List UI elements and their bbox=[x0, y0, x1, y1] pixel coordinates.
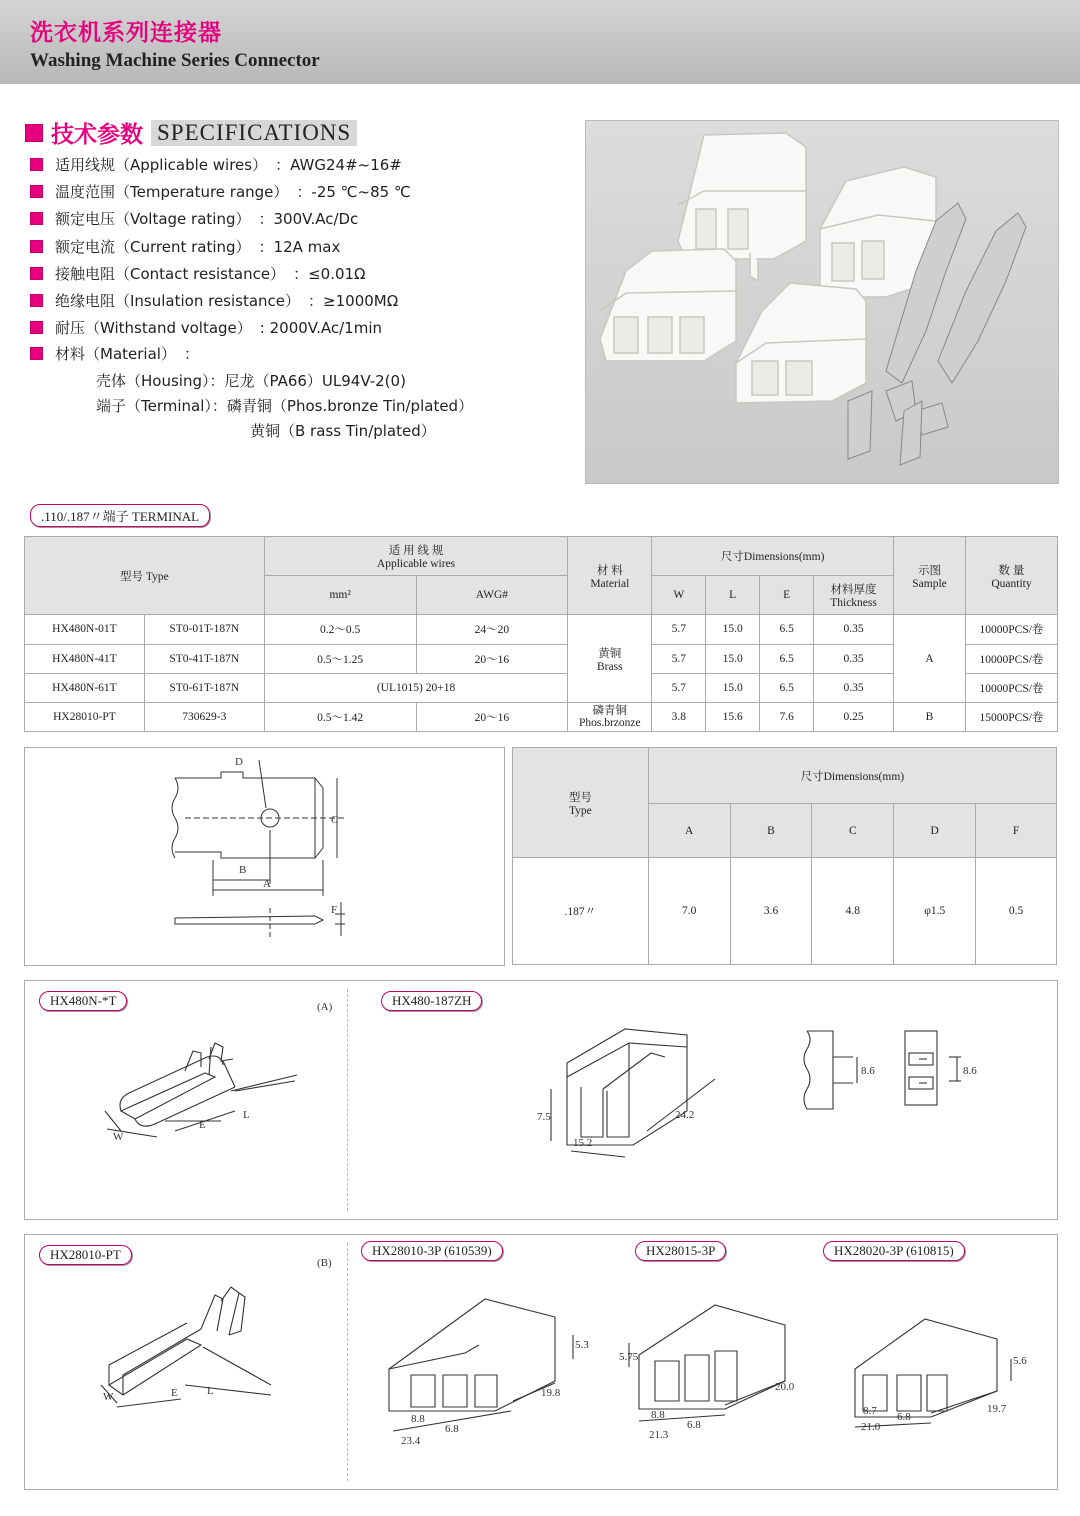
p2-dim-d: 20.0 bbox=[775, 1381, 795, 1393]
header-material-cn: 材 料 bbox=[596, 564, 623, 577]
p3-dim-c: 21.0 bbox=[861, 1421, 881, 1433]
bullet-square-icon bbox=[30, 267, 43, 280]
p2-dim-b: 6.8 bbox=[687, 1419, 701, 1431]
cell-thickness: 0.35 bbox=[814, 673, 894, 702]
terminal-label: 端子（Terminal） bbox=[96, 397, 212, 415]
cell-w: 5.7 bbox=[652, 615, 706, 644]
panel-a bbox=[24, 980, 1058, 1220]
cell-material-brass bbox=[568, 615, 652, 702]
dim-e: E bbox=[171, 1387, 178, 1399]
dim-8-6b: 8.6 bbox=[963, 1065, 977, 1077]
tag-hx480-187zh: HX480-187ZH bbox=[381, 991, 482, 1011]
spec-label: 额定电流（Current rating） bbox=[55, 238, 251, 256]
panel-a-drawings bbox=[25, 981, 1057, 1219]
spec-value: ：AWG24#~16# bbox=[275, 156, 402, 174]
header-l: L bbox=[706, 576, 760, 615]
p3-dim-d: 19.7 bbox=[987, 1403, 1007, 1415]
cell-qty: 15000PCS/卷 bbox=[965, 702, 1057, 731]
t2-header-f: F bbox=[976, 804, 1057, 858]
cell-l: 15.0 bbox=[706, 615, 760, 644]
housing-value: ：尼龙（PA66）UL94V-2(0) bbox=[209, 372, 406, 390]
p2-dim-h: 5.75 bbox=[619, 1351, 639, 1363]
header-quantity-cn: 数 量 bbox=[998, 564, 1025, 577]
bullet-square-icon bbox=[30, 158, 43, 171]
dim-label-d: D bbox=[235, 756, 243, 768]
cell-w: 5.7 bbox=[652, 673, 706, 702]
header-type: 型号 Type bbox=[25, 537, 265, 615]
p1-dim-h: 5.3 bbox=[575, 1339, 589, 1351]
t2-cell-a: 7.0 bbox=[648, 858, 730, 965]
p2-dim-c: 21.3 bbox=[649, 1429, 669, 1441]
cell-thickness: 0.25 bbox=[814, 702, 894, 731]
terminal-spec-table bbox=[24, 536, 1058, 732]
material-brass-en: Brass bbox=[597, 660, 623, 673]
spec-row bbox=[30, 236, 340, 257]
t2-cell-type: .187〃 bbox=[513, 858, 649, 965]
housing-label: 壳体（Housing） bbox=[96, 372, 210, 390]
dim-label-b: B bbox=[239, 864, 247, 876]
page-title-en: Washing Machine Series Connector bbox=[30, 50, 320, 71]
header-thickness bbox=[814, 576, 894, 615]
dim-label-f: F bbox=[331, 904, 338, 916]
spec-row bbox=[30, 343, 199, 364]
cell-e: 6.5 bbox=[760, 615, 814, 644]
tab-terminal-drawing bbox=[25, 748, 504, 965]
cell-material-phos bbox=[568, 702, 652, 731]
dim-15-2: 15.2 bbox=[573, 1137, 593, 1149]
header-wires-cn: 适 用 线 规 bbox=[388, 545, 444, 558]
dim-l: L bbox=[207, 1385, 214, 1397]
bullet-square-icon bbox=[30, 212, 43, 225]
material-phos-en: Phos.brzonze bbox=[578, 716, 641, 729]
t2-header-dimensions: 尺寸Dimensions(mm) bbox=[648, 748, 1056, 804]
header-sample-en: Sample bbox=[912, 577, 947, 590]
cell-code: ST0-61T-187N bbox=[144, 673, 264, 702]
product-photo bbox=[585, 120, 1059, 484]
marker-b: (B) bbox=[317, 1257, 332, 1269]
cell-e: 7.6 bbox=[760, 702, 814, 731]
bullet-square-icon bbox=[30, 294, 43, 307]
spec-row bbox=[30, 263, 366, 284]
tag-hx28010-3p: HX28010-3P (610539) bbox=[361, 1241, 503, 1261]
header-w: W bbox=[652, 576, 706, 615]
t2-cell-f: 0.5 bbox=[976, 858, 1057, 965]
dim-8-6a: 8.6 bbox=[861, 1065, 875, 1077]
cell-code: ST0-01T-187N bbox=[144, 615, 264, 644]
header-sample-cn: 示图 bbox=[918, 564, 941, 577]
spec-value: ：12A max bbox=[258, 238, 341, 256]
dim-e: E bbox=[199, 1119, 206, 1131]
t2-header-b: B bbox=[730, 804, 812, 858]
table-row bbox=[25, 615, 1058, 644]
p1-dim-d: 19.8 bbox=[541, 1387, 561, 1399]
terminal-value: ：磷青铜（Phos.bronze Tin/plated） bbox=[211, 397, 474, 415]
material-brass-cn: 黄铜 bbox=[598, 647, 622, 660]
cell-e: 6.5 bbox=[760, 644, 814, 673]
header-thickness-cn: 材料厚度 bbox=[830, 584, 877, 597]
spec-value: ： bbox=[183, 345, 199, 363]
cell-l: 15.0 bbox=[706, 644, 760, 673]
cell-l: 15.6 bbox=[706, 702, 760, 731]
material-phos-cn: 磷青铜 bbox=[592, 704, 628, 717]
dim-label-a: A bbox=[263, 878, 271, 890]
header-material-en: Material bbox=[590, 577, 630, 590]
cell-code: 730629-3 bbox=[144, 702, 264, 731]
tab-drawing-panel bbox=[24, 747, 505, 966]
dim-7-5: 7.5 bbox=[537, 1111, 551, 1123]
dim-w: W bbox=[103, 1391, 114, 1403]
p2-dim-a: 8.8 bbox=[651, 1409, 665, 1421]
p3-dim-h: 5.6 bbox=[1013, 1355, 1027, 1367]
header-dimensions: 尺寸Dimensions(mm) bbox=[652, 537, 894, 576]
header-mm: mm² bbox=[264, 576, 416, 615]
spec-row bbox=[30, 154, 402, 175]
marker-a: (A) bbox=[317, 1001, 333, 1013]
spec-label: 耐压（Withstand voltage） bbox=[55, 319, 252, 337]
spec-heading bbox=[25, 116, 357, 149]
header-band bbox=[0, 0, 1080, 84]
cell-type: HX28010-PT bbox=[25, 702, 145, 731]
header-thickness-en: Thickness bbox=[830, 597, 877, 610]
spec-label: 额定电压（Voltage rating） bbox=[55, 210, 251, 228]
header-material bbox=[568, 537, 652, 615]
header-sample bbox=[894, 537, 966, 615]
cell-thickness: 0.35 bbox=[814, 644, 894, 673]
cell-awg: 20～16 bbox=[416, 702, 568, 731]
cell-e: 6.5 bbox=[760, 673, 814, 702]
cell-qty: 10000PCS/卷 bbox=[965, 615, 1057, 644]
p1-dim-b: 6.8 bbox=[445, 1423, 459, 1435]
bullet-square-icon bbox=[30, 185, 43, 198]
panel-b bbox=[24, 1234, 1058, 1490]
cell-sample-b: B bbox=[894, 702, 966, 731]
spec-row bbox=[30, 181, 411, 202]
spec-heading-cn: 技术参数 bbox=[51, 122, 143, 148]
tag-hx28020-3p: HX28020-3P (610815) bbox=[823, 1241, 965, 1261]
spec-heading-en: SPECIFICATIONS bbox=[151, 120, 357, 146]
dim-label-c: C bbox=[331, 814, 339, 826]
t2-header-type bbox=[513, 748, 649, 858]
spec-value: ：≥1000MΩ bbox=[308, 292, 399, 310]
t2-cell-d: φ1.5 bbox=[894, 858, 976, 965]
p1-dim-a: 8.8 bbox=[411, 1413, 425, 1425]
cell-qty: 10000PCS/卷 bbox=[965, 644, 1057, 673]
spec-value: ：≤0.01Ω bbox=[293, 265, 366, 283]
t2-header-c: C bbox=[812, 804, 894, 858]
page-title-cn: 洗衣机系列连接器 bbox=[30, 20, 222, 46]
cell-mm: (UL1015) 20+18 bbox=[264, 673, 568, 702]
spec-label: 材料（Material） bbox=[55, 345, 176, 363]
cell-type: HX480N-41T bbox=[25, 644, 145, 673]
spec-row bbox=[30, 208, 358, 229]
header-wires bbox=[264, 537, 568, 576]
cell-w: 3.8 bbox=[652, 702, 706, 731]
p3-dim-a: 8.7 bbox=[863, 1405, 877, 1417]
cell-sample-a: A bbox=[894, 615, 966, 702]
p3-dim-b: 6.8 bbox=[897, 1411, 911, 1423]
tag-hx28015-3p: HX28015-3P bbox=[635, 1241, 726, 1261]
t2-header-type-en: Type bbox=[568, 804, 592, 817]
spec-value: : 2000V.Ac/1min bbox=[259, 318, 383, 337]
spec-row bbox=[30, 317, 382, 338]
cell-w: 5.7 bbox=[652, 644, 706, 673]
header-e: E bbox=[760, 576, 814, 615]
header-awg: AWG# bbox=[416, 576, 568, 615]
dim-24-2: 24.2 bbox=[675, 1109, 695, 1121]
t2-cell-b: 3.6 bbox=[730, 858, 812, 965]
panel-b-drawings bbox=[25, 1235, 1057, 1489]
cell-mm: 0.5～1.42 bbox=[264, 702, 416, 731]
spec-label: 绝缘电阻（Insulation resistance） bbox=[55, 292, 301, 310]
t2-cell-c: 4.8 bbox=[812, 858, 894, 965]
cell-type: HX480N-01T bbox=[25, 615, 145, 644]
tab-dimension-table bbox=[512, 747, 1057, 965]
tag-hx28010-pt: HX28010-PT bbox=[39, 1245, 132, 1265]
header-quantity-en: Quantity bbox=[991, 577, 1032, 590]
cell-awg: 20～16 bbox=[416, 644, 568, 673]
cell-type: HX480N-61T bbox=[25, 673, 145, 702]
terminal-section-tag: .110/.187〃端子 TERMINAL bbox=[30, 504, 210, 527]
t2-header-a: A bbox=[648, 804, 730, 858]
t2-header-type-cn: 型号 bbox=[568, 791, 592, 804]
housing-row bbox=[96, 370, 406, 391]
bullet-square-icon bbox=[30, 347, 43, 360]
spec-label: 接触电阻（Contact resistance） bbox=[55, 265, 286, 283]
cell-awg: 24～20 bbox=[416, 615, 568, 644]
spec-label: 温度范围（Temperature range） bbox=[55, 183, 289, 201]
bullet-square-icon bbox=[25, 124, 43, 142]
dim-l: L bbox=[243, 1109, 250, 1121]
cell-mm: 0.2～0.5 bbox=[264, 615, 416, 644]
cell-qty: 10000PCS/卷 bbox=[965, 673, 1057, 702]
spec-value: ：300V.Ac/Dc bbox=[258, 210, 359, 228]
t2-header-d: D bbox=[894, 804, 976, 858]
table-row bbox=[25, 702, 1058, 731]
tag-hx480n-t: HX480N-*T bbox=[39, 991, 127, 1011]
bullet-square-icon bbox=[30, 240, 43, 253]
dim-w: W bbox=[113, 1131, 124, 1143]
p1-dim-c: 23.4 bbox=[401, 1435, 421, 1447]
spec-value: ：-25 ℃~85 ℃ bbox=[296, 183, 411, 201]
spec-label: 适用线规（Applicable wires） bbox=[55, 156, 268, 174]
bullet-square-icon bbox=[30, 321, 43, 334]
table-row bbox=[513, 858, 1057, 965]
cell-thickness: 0.35 bbox=[814, 615, 894, 644]
cell-l: 15.0 bbox=[706, 673, 760, 702]
header-quantity bbox=[965, 537, 1057, 615]
cell-code: ST0-41T-187N bbox=[144, 644, 264, 673]
terminal-row-2: 黄铜（B rass Tin/plated） bbox=[250, 422, 436, 440]
terminal-row bbox=[96, 395, 473, 416]
spec-row bbox=[30, 290, 398, 311]
header-wires-en: Applicable wires bbox=[376, 558, 456, 571]
cell-mm: 0.5～1.25 bbox=[264, 644, 416, 673]
